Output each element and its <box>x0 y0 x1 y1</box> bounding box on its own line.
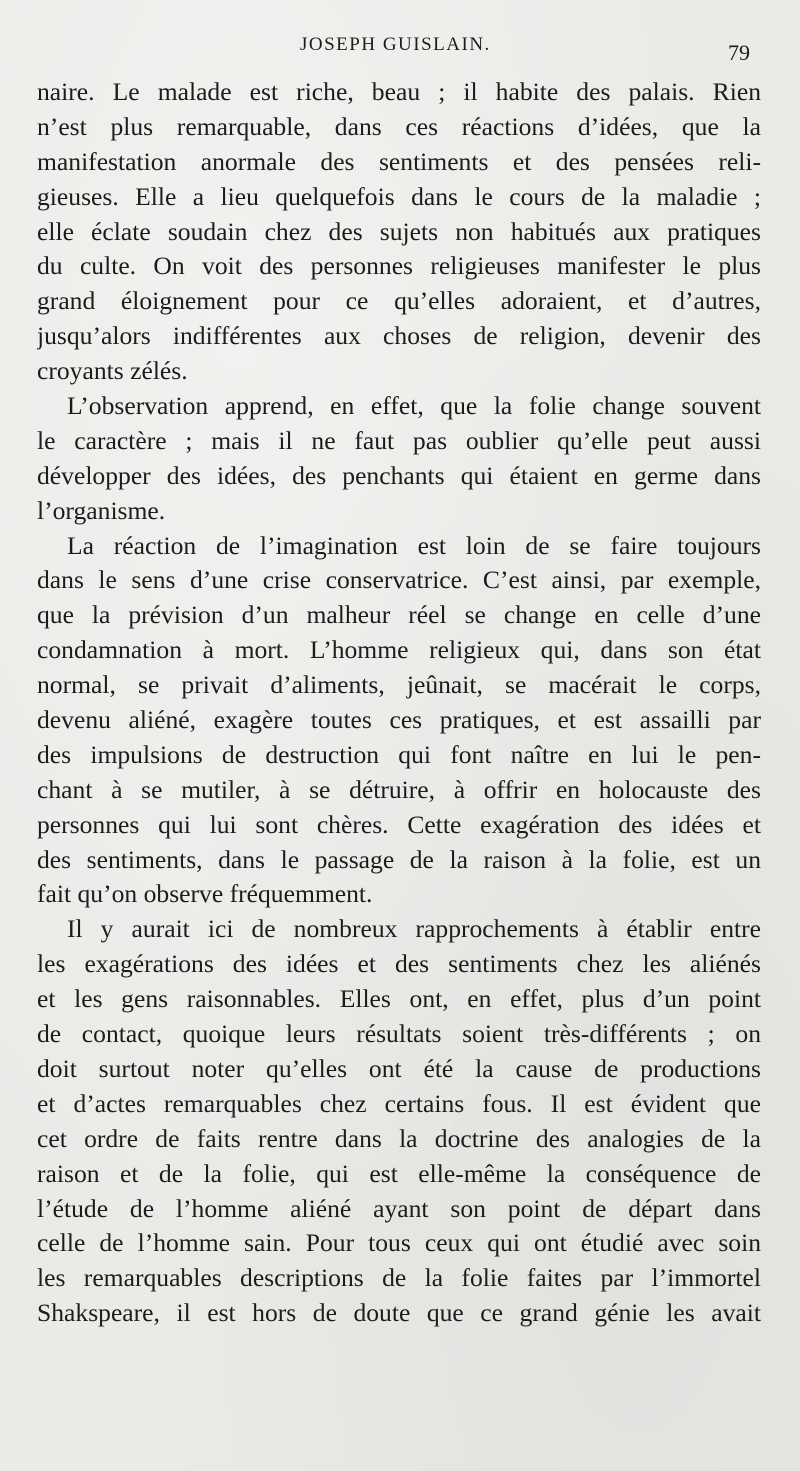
text-line: raison et de la folie, qui est elle-même la conséquence de <box>37 1158 761 1188</box>
text-line: des impulsions de destruction qui font naître en lui le pen- <box>37 739 761 769</box>
text-line: celle de l’homme sain. Pour tous ceux qui ont étudié avec soin <box>37 1228 761 1258</box>
text-line: n’est plus remarquable, dans ces réactions d’idées, que la <box>37 111 761 141</box>
text-line: condamnation à mort. L’homme religieux qui, dans son état <box>37 635 761 665</box>
text-line: cet ordre de faits rentre dans la doctrine des analogies de la <box>37 1123 761 1153</box>
text-line: personnes qui lui sont chères. Cette exagération des idées et <box>37 809 761 839</box>
text-line: l’organisme. <box>37 495 166 525</box>
text-line: La réaction de l’imagination est loin de se faire toujours <box>67 530 761 560</box>
text-line: du culte. On voit des personnes religieuses manifester le plus <box>37 251 761 281</box>
text-line: Shakspeare, il est hors de doute que ce grand génie les avait <box>37 1298 761 1328</box>
text-line: normal, se privait d’aliments, jeûnait, se macérait le corps, <box>37 670 761 700</box>
text-line: gieuses. Elle a lieu quelquefois dans le cours de la maladie ; <box>37 181 761 211</box>
text-line: grand éloignement pour ce qu’elles adoraient, et d’autres, <box>37 286 761 316</box>
text-line: Il y aurait ici de nombreux rapprochements à établir entre <box>67 914 761 944</box>
text-line: L’observation apprend, en effet, que la folie change souvent <box>67 391 761 421</box>
text-line: naire. Le malade est riche, beau ; il habite des palais. Rien <box>37 77 761 106</box>
text-line: l’étude de l’homme aliéné ayant son point de départ dans <box>37 1193 761 1223</box>
text-line: de contact, quoique leurs résultats soient très-différents ; on <box>37 1019 761 1049</box>
text-line: que la prévision d’un malheur réel se change en celle d’une <box>37 600 761 630</box>
text-line: développer des idées, des penchants qui étaient en germe dans <box>37 460 761 490</box>
page-number: 79 <box>728 40 750 65</box>
text-line: le caractère ; mais il ne faut pas oublier qu’elle peut aussi <box>37 425 761 455</box>
text-line: et les gens raisonnables. Elles ont, en effet, plus d’un point <box>37 984 761 1014</box>
body-text <box>37 75 761 1331</box>
text-line: des sentiments, dans le passage de la raison à la folie, est un <box>37 844 761 874</box>
text-line: croyants zélés. <box>37 356 188 386</box>
text-line: manifestation anormale des sentiments et des pensées reli- <box>37 146 761 176</box>
text-line: doit surtout noter qu’elles ont été la cause de productions <box>37 1053 761 1083</box>
text-line: devenu aliéné, exagère toutes ces pratiques, et est assailli par <box>37 705 761 735</box>
text-line: chant à se mutiler, à se détruire, à offrir en holocauste des <box>37 774 761 804</box>
text-line: jusqu’alors indifférentes aux choses de religion, devenir des <box>37 321 761 351</box>
text-line: les remarquables descriptions de la folie faites par l’immortel <box>37 1263 761 1293</box>
text-line: fait qu’on observe fréquemment. <box>37 879 373 909</box>
text-line: elle éclate soudain chez des sujets non habitués aux pratiques <box>37 216 761 246</box>
text-line: et d’actes remarquables chez certains fous. Il est évident que <box>37 1088 761 1118</box>
page-header <box>0 34 800 64</box>
text-line: les exagérations des idées et des sentiments chez les aliénés <box>37 949 761 979</box>
text-line: dans le sens d’une crise conservatrice. C’est ainsi, par exemple, <box>37 565 761 595</box>
running-title: JOSEPH GUISLAIN. <box>300 34 491 55</box>
